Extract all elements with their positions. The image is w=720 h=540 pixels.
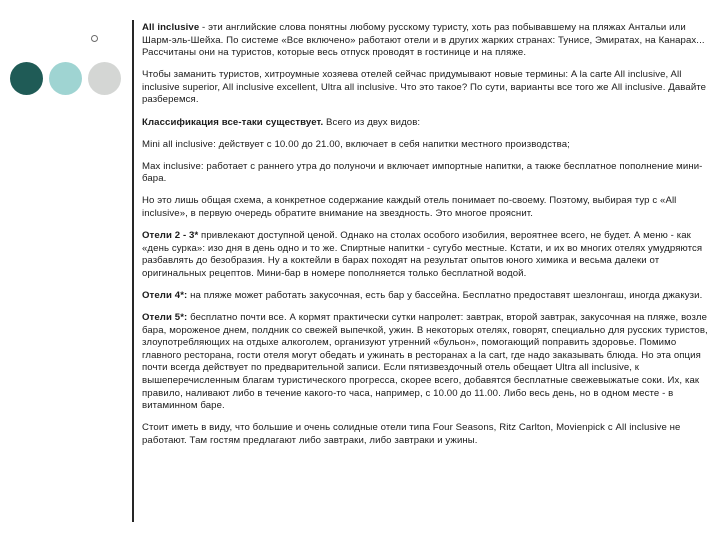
hotels-4-star-text: на пляже может работать закусочная, есть бар у бассейна. Бесплатно предоставят шезлонгаш, иногда джакузи. — [187, 290, 703, 301]
hotels-2-3-star-text: привлекают доступной ценой. Однако на столах особого изобилия, вероятнее всего, не будет. А меню - как «день сурка»: изо дня в день одно и то же. Спиртные напитки - сугубо местные. Кстати, и их во многих отелях умудряются разбавлять до безобразия. Ну а коктейли в барах походят на результат опытов юного химика и весьма далеки от оригинальных рецептов. Мини-бар в номере пополняется только бесплатной водой. — [142, 230, 703, 279]
hotels-5-star-heading: Отели 5*: — [142, 312, 188, 324]
paragraph-luxury-hotels-note: Стоит иметь в виду, что большие и очень солидные отели типа Four Seasons, Ritz Carlton, Movienpick с All inclusive не работают. Там гостям предлагают либо завтраки, либо завтраки и ужины. — [142, 422, 681, 446]
paragraph-classification — [142, 117, 714, 130]
decorative-circle-group — [8, 62, 112, 98]
hotels-2-3-star-heading: Отели 2 - 3* — [142, 230, 199, 242]
slide-body-text — [142, 22, 714, 448]
light-gray-circle — [88, 62, 121, 95]
light-teal-circle — [49, 62, 82, 95]
vertical-divider — [132, 20, 134, 522]
hotels-4-star-heading: Отели 4*: — [142, 290, 188, 301]
paragraph-hotels-2-3-star — [142, 230, 714, 280]
paragraph-intro-text: - эти английские слова понятны любому русскому туристу, хоть раз побывавшему на пляжах Антальи или Шарм-эль-Шейха. По системе «Все включено» работают отели и в других жарких странах: Тунисе, Эмиратах, на Канарах... Рассчитаны они на туристов, которые весь отпуск проводят в гостинице и на пляже. — [142, 22, 705, 59]
all-inclusive-term: All inclusive — [142, 22, 200, 33]
bullet-marker-icon — [91, 35, 98, 42]
classification-heading: Классификация все-таки существует. — [142, 116, 324, 128]
paragraph-terms: Чтобы заманить туристов, хитроумные хозяева отелей сейчас придумывают новые термины: A la carte All inclusive, All inclusive superior, All inclusive excellent, Ultra all inclusive. Что это такое? По сути, варианты все того же All inclusive. Давайте разберемся. — [142, 69, 707, 106]
paragraph-mini-all-inclusive: Mini all inclusive: действует с 10.00 до 21.00, включает в себя напитки местного производства; — [142, 138, 570, 150]
dark-teal-circle — [10, 62, 43, 95]
paragraph-hotels-4-star — [142, 290, 714, 303]
hotels-5-star-text: бесплатно почти все. А кормят практически сутки напролет: завтрак, второй завтрак, закусочная на пляже, возле бара, мороженое днем, полдник со свежей выпечкой, ужин. В некоторых отелях, говорят, специально для русских туристов, злоупотребляющих на отдыхе алкоголем, организуют утренний «бульон», помогающий поправить здоровье. Помимо главного ресторана, гости отеля могут обедать и ужинать в ресторанах a la cart, где надо заказывать блюда. Но эта опция почти всегда действует по предварительной записи. Если пятизвездочный отель обещает Ultra all inclusive, к вышеперечисленным благам туристического прогресса, скорее всего, добавятся бесплатные свежевыжатые соки. Их, как правило, наливают либо в течение какого-то часа, например, с 10.00 до 11.00. Либо весь день, но в одном месте - в витаминном баре. — [142, 312, 708, 412]
paragraph-hotels-5-star — [142, 312, 714, 413]
paragraph-max-inclusive: Max inclusive: работает с раннего утра до полуночи и включает импортные напитки, а также бесплатное пополнение мини-бара. — [142, 160, 703, 185]
paragraph-general-scheme: Но это лишь общая схема, а конкретное содержание каждый отель понимает по-своему. Поэтому, выбирая тур с «All inclusive», в первую очередь обратите внимание на звездность. Это многое прояснит. — [142, 195, 677, 220]
classification-text: Всего из двух видов: — [323, 116, 421, 128]
paragraph-intro — [142, 22, 714, 60]
